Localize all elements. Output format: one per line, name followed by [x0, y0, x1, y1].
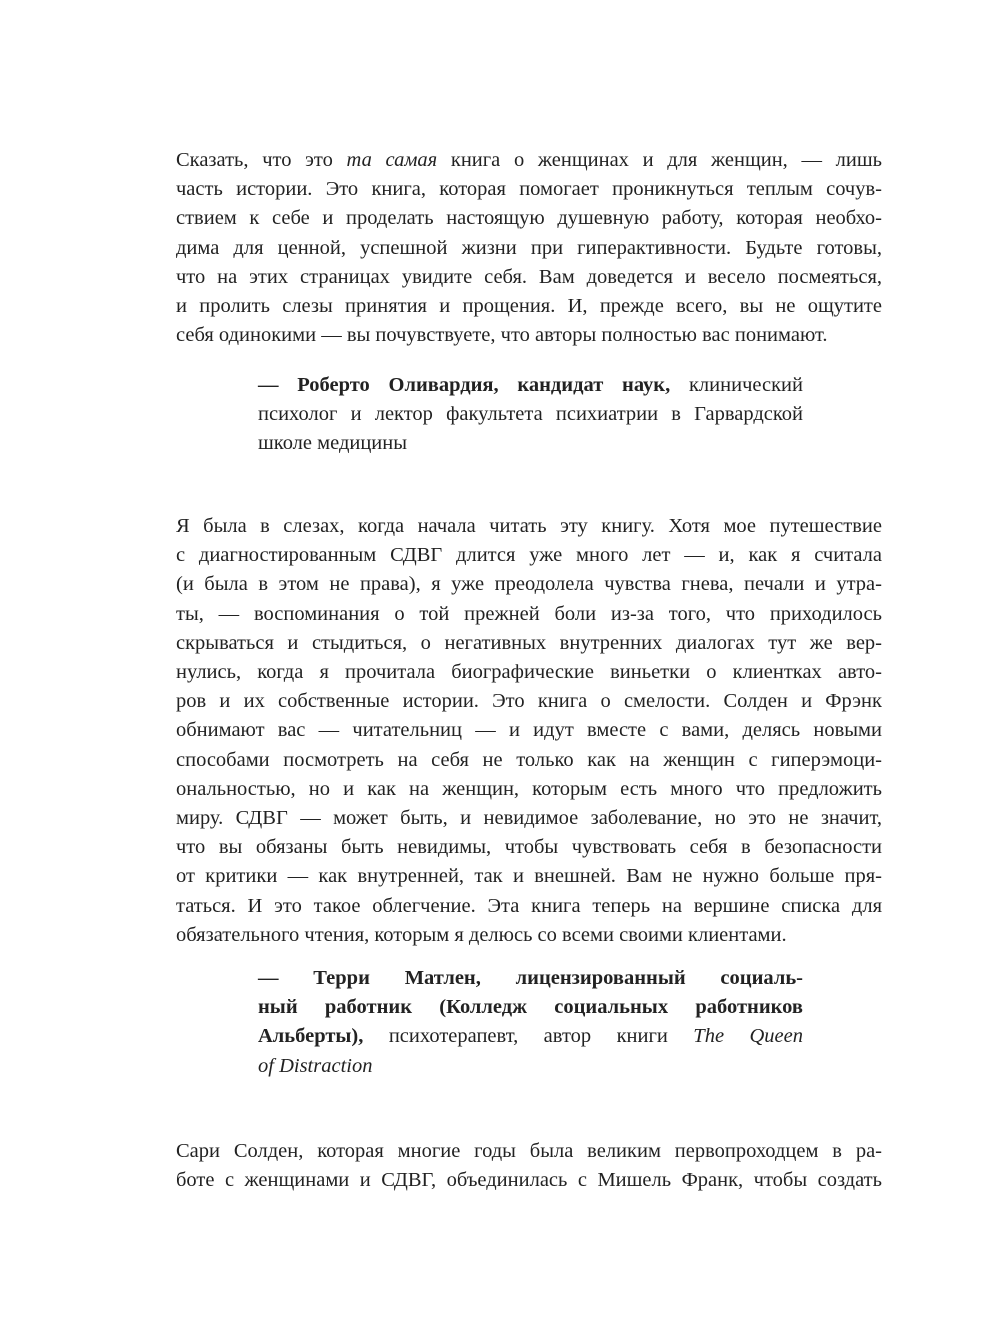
text-line: психолог и лектор факультета психиатрии в Гарвардской	[258, 403, 803, 426]
bold-text: — Терри Матлен, лицензированный социаль-	[258, 967, 803, 989]
text-line: обнимают вас — читательниц — и идут вместе с вами, делясь новыми	[176, 719, 882, 742]
text-line	[258, 1052, 803, 1081]
text-line: Я была в слезах, когда начала читать эту книгу. Хотя мое путешествие	[176, 515, 882, 537]
bold-text: — Роберто Оливардия, кандидат наук,	[258, 374, 671, 396]
bold-text: Альберты),	[258, 1025, 364, 1048]
text-line: часть истории. Это книга, которая помогает проникнуться теплым сочув-	[176, 178, 882, 201]
italic-text: The Queen	[693, 1025, 803, 1048]
text-line: Сари Солден, которая многие годы была великим первопроходцем в ра-	[176, 1140, 882, 1162]
text-line: школе медицины	[258, 432, 408, 455]
text-line: себя одинокими — вы почувствуете, что авторы полностью вас понимают.	[176, 324, 828, 347]
text-line: способами посмотреть на себя не только как на женщин с гиперэмоци-	[176, 748, 882, 771]
text-line: (и была в этом не права), я уже преодолела чувства гнева, печали и утра-	[176, 573, 882, 596]
text-line: ональностью, но и как на женщин, которым есть много что предложить	[176, 777, 882, 800]
italic-text: of Distraction	[258, 1054, 373, 1077]
text-line: таться. И это такое облегчение. Эта книга теперь на вершине списка для	[176, 894, 882, 917]
attribution-2	[258, 964, 803, 1081]
text-line: нулись, когда я прочитала биографические виньетки о клиентках авто-	[176, 661, 882, 684]
text-line: миру. СДВГ — может быть, и невидимое заболевание, но это не значит,	[176, 807, 882, 830]
text-line: что на этих страницах увидите себя. Вам доведется и весело посмеяться,	[176, 265, 882, 288]
text-line: ров и их собственные истории. Это книга о смелости. Солден и Фрэнк	[176, 690, 882, 713]
text-line: ствием к себе и проделать настоящую душевную работу, которая необхо-	[176, 207, 882, 230]
text-line: обязательного чтения, которым я делюсь со всеми своими клиентами.	[176, 923, 787, 946]
review-3	[176, 1137, 882, 1195]
bold-text: ный работник (Колледж социальных работников	[258, 996, 803, 1019]
text-line: — Роберто Оливардия, кандидат наук, клинический	[258, 374, 803, 396]
text-line: и пролить слезы принятия и прощения. И, прежде всего, вы не ощутите	[176, 295, 882, 318]
text-line	[258, 993, 803, 1022]
text-line: что вы обязаны быть невидимы, чтобы чувствовать себя в безопасности	[176, 836, 882, 859]
text-line	[258, 964, 803, 993]
text-line: с диагностированным СДВГ длится уже много лет — и, как я считала	[176, 544, 882, 567]
review-2	[176, 512, 882, 950]
text-line: ты, — воспоминания о той прежней боли из-за того, что приходилось	[176, 602, 882, 625]
text-line: Альберты), психотерапевт, автор книги The Queen	[258, 1025, 803, 1048]
italic-text: та самая	[346, 149, 438, 171]
text-line: Сказать, что это та самая книга о женщинах и для женщин, — лишь	[176, 149, 882, 171]
text-line: боте с женщинами и СДВГ, объединилась с Мишель Франк, чтобы создать	[176, 1169, 882, 1192]
text-line: от критики — как внутренней, так и внешней. Вам не нужно больше пря-	[176, 865, 882, 888]
attribution-1	[258, 371, 803, 459]
review-1	[176, 146, 882, 350]
text-line: скрываться и стыдиться, о негативных внутренних диалогах тут же вер-	[176, 631, 882, 654]
text-line: дима для ценной, успешной жизни при гиперактивности. Будьте готовы,	[176, 236, 882, 259]
